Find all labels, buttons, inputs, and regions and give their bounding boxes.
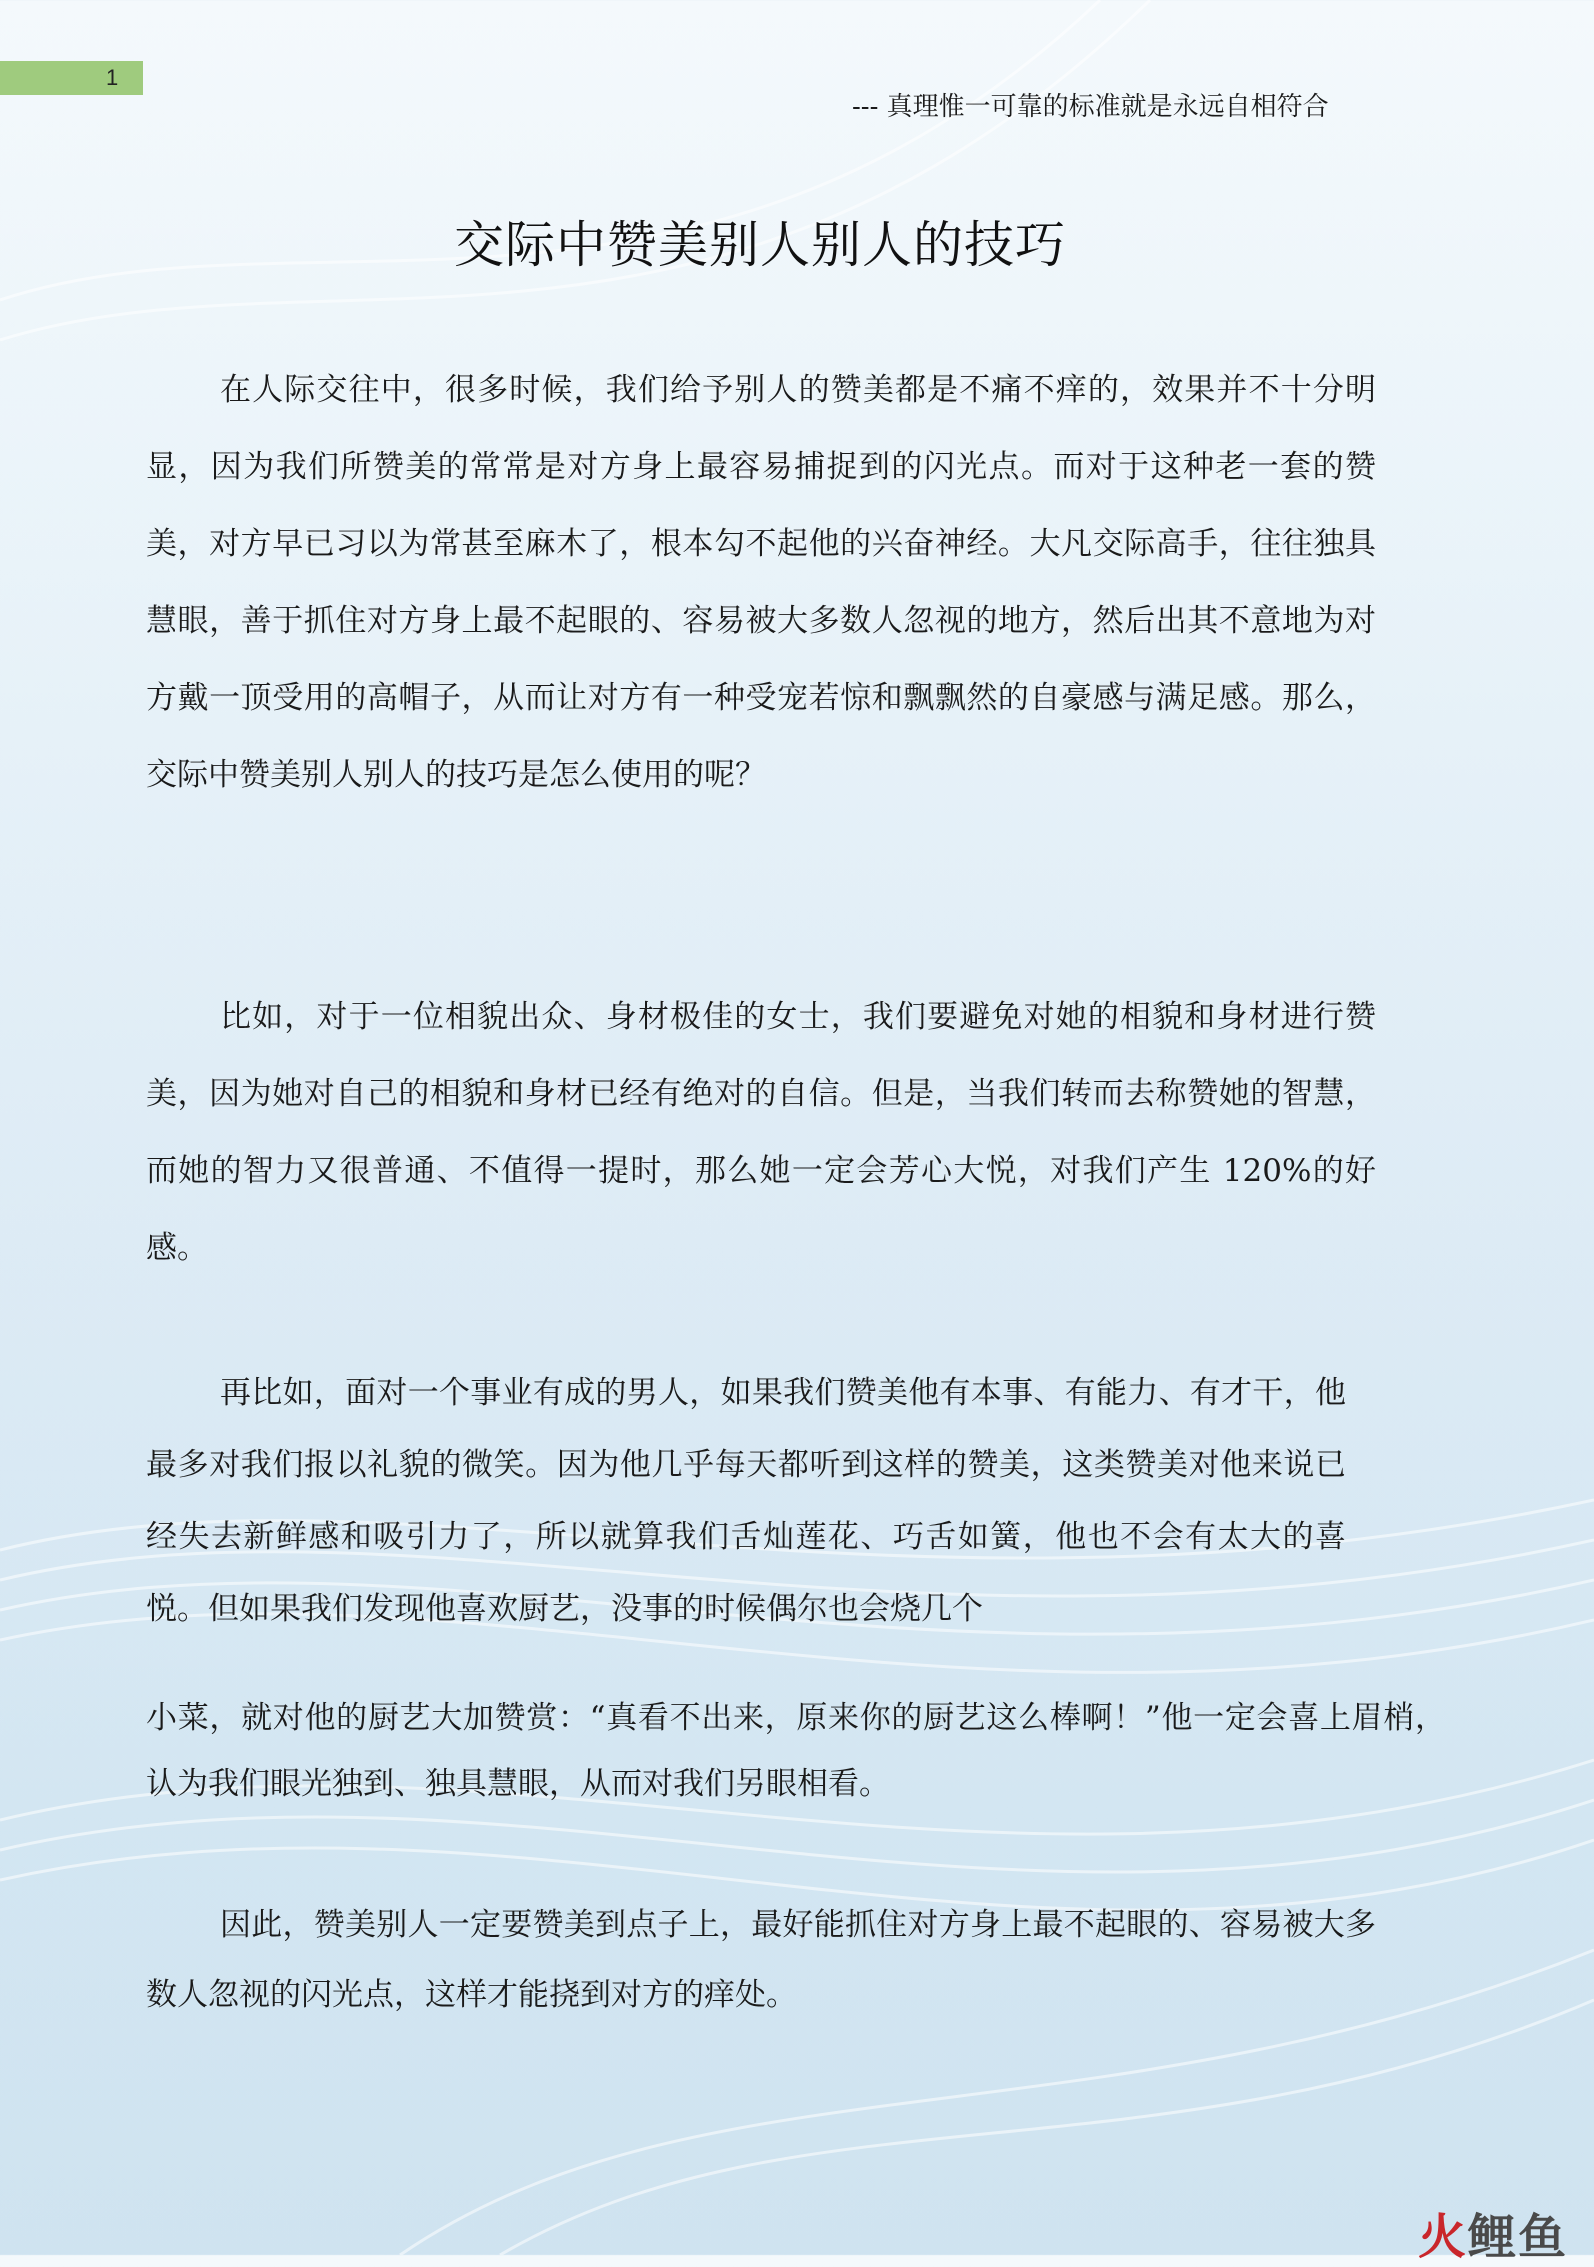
watermark-part-1: 火 — [1418, 2209, 1469, 2265]
page-number: 1 — [106, 65, 119, 90]
article-title: 交际中赞美别人别人的技巧 — [454, 216, 1066, 274]
paragraph-3-continued: 小菜，就对他的厨艺大加赞赏：“真看不出来，原来你的厨艺这么棒啊！”他一定会喜上眉梢，认为我们眼光独到、独具慧眼，从而对我们另眼相看。 — [146, 1700, 1446, 1802]
paragraph-4: 因此，赞美别人一定要赞美到点子上，最好能抓住对方身上最不起眼的、容易被大多数人忽视的闪光点，这样才能挠到对方的痒处。 — [146, 1907, 1376, 2013]
paragraph-3: 再比如，面对一个事业有成的男人，如果我们赞美他有本事、有能力、有才干，他最多对我们报以礼貌的微笑。因为他几乎每天都听到这样的赞美，这类赞美对他来说已经失去新鲜感和吸引力了，所以就算我们舌灿莲花、巧舌如簧，他也不会有太大的喜悦。但如果我们发现他喜欢厨艺，没事的时候偶尔也会烧几个 — [146, 1375, 1346, 1627]
watermark-logo — [1418, 2198, 1568, 2267]
paragraph-2: 比如，对于一位相貌出众、身材极佳的女士，我们要避免对她的相貌和身材进行赞美，因为她对自己的相貌和身材已经有绝对的自信。但是，当我们转而去称赞她的智慧，而她的智力又很普通、不值得一提时，那么她一定会芳心大悦，对我们产生 120%的好感。 — [146, 999, 1376, 1266]
watermark-part-2: 鲤鱼 — [1468, 2209, 1569, 2265]
page-number-tab — [0, 61, 143, 95]
header-quote: --- 真理惟一可靠的标准就是永远自相符合 — [852, 92, 1329, 122]
paragraph-1: 在人际交往中，很多时候，我们给予别人的赞美都是不痛不痒的，效果并不十分明显，因为我们所赞美的常常是对方身上最容易捕捉到的闪光点。而对于这种老一套的赞美，对方早已习以为常甚至麻木了，根本勾不起他的兴奋神经。大凡交际高手，往往独具慧眼，善于抓住对方身上最不起眼的、容易被大多数人忽视的地方，然后出其不意地为对方戴一顶受用的高帽子，从而让对方有一种受宠若惊和飘飘然的自豪感与满足感。那么，交际中赞美别人别人的技巧是怎么使用的呢？ — [146, 372, 1376, 793]
